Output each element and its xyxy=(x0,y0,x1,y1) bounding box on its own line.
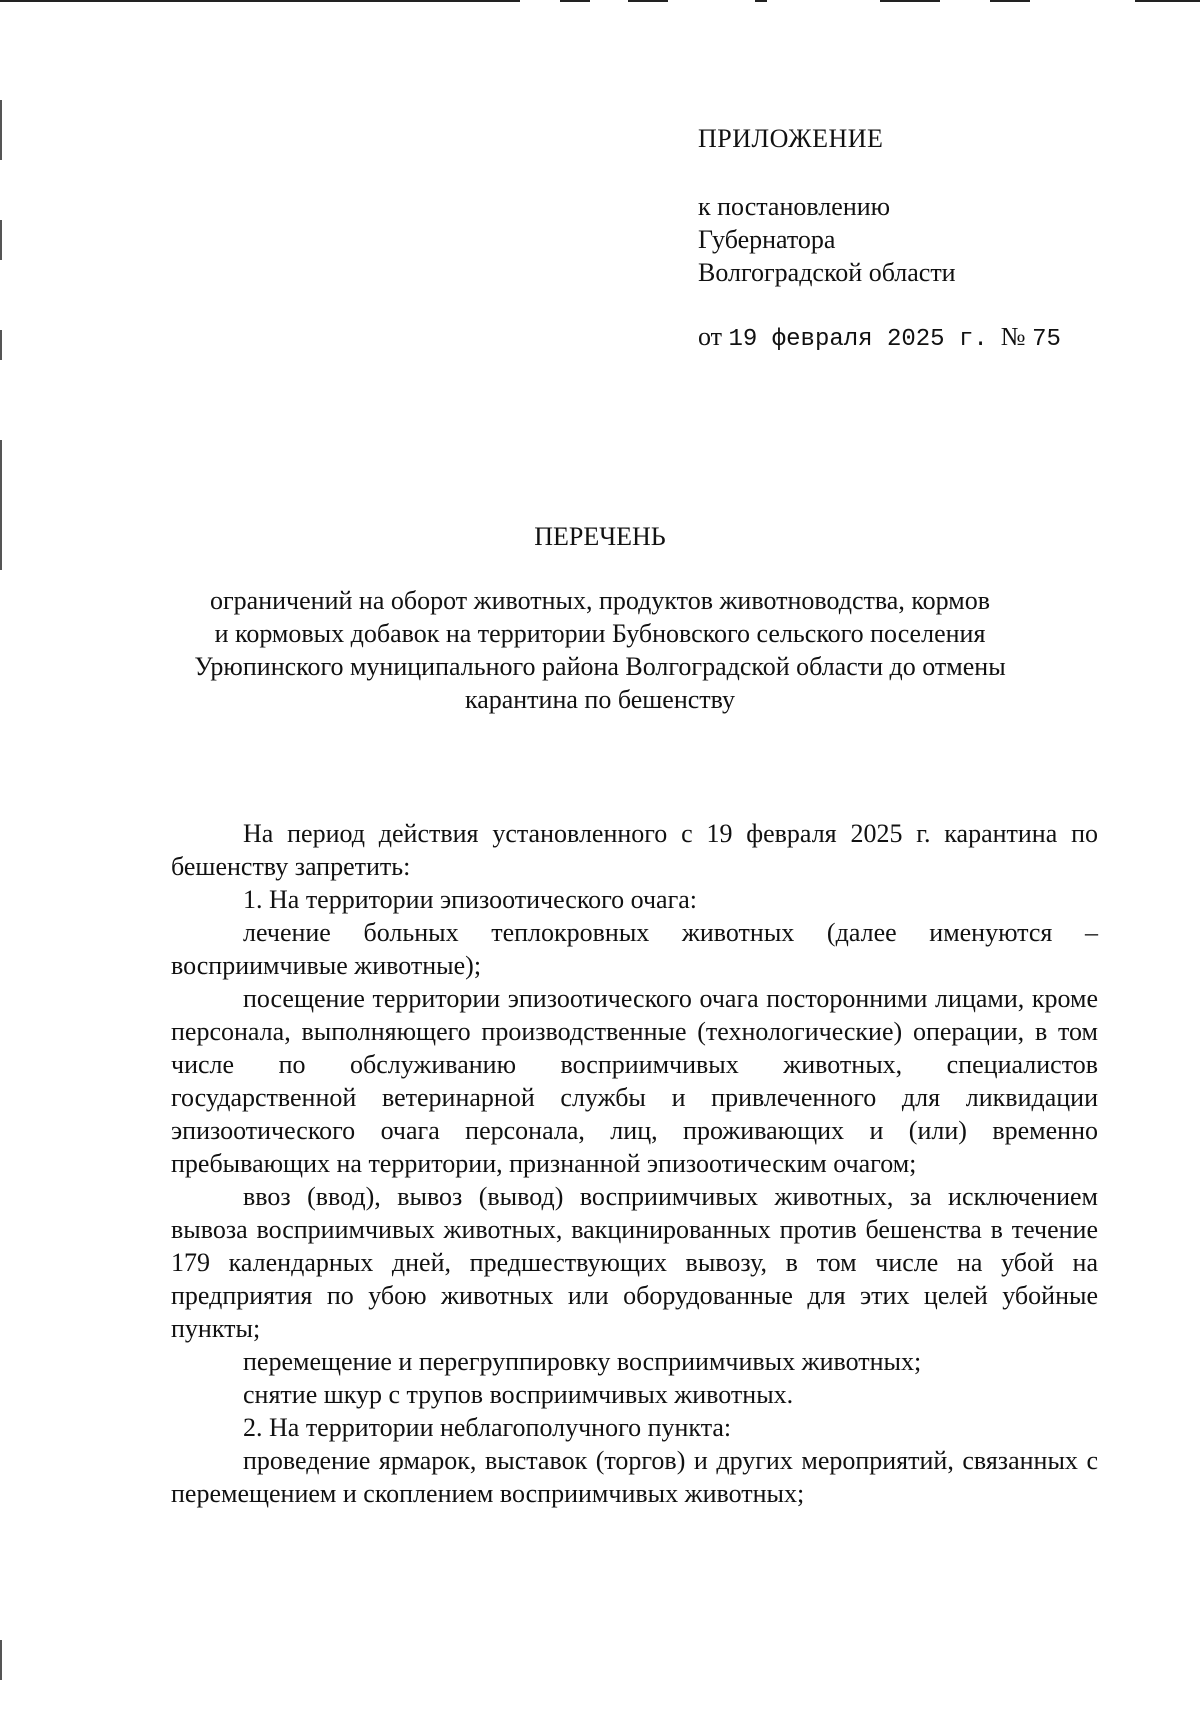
body-paragraph: посещение территории эпизоотического очага посторонними лицами, кроме персонала, выполняющего производственные (технологические) операции, в том числе по обслуживанию восприимчивых животных, специалистов государственной ветеринарной службы и привлеченного для ликвидации эпизоотического очага персонала, лиц, проживающих и (или) временно пребывающих на территории, признанной эпизоотическим очагом; xyxy=(171,984,1098,1178)
document-body xyxy=(171,817,1098,1510)
body-paragraph: 1. На территории эпизоотического очага: xyxy=(243,885,698,914)
heading-title: ПЕРЕЧЕНЬ xyxy=(534,522,666,551)
appendix-line: Губернатора xyxy=(698,225,836,254)
appendix-line: Волгоградской области xyxy=(698,258,956,287)
appendix-date xyxy=(698,320,1158,356)
appendix-lines xyxy=(698,190,1158,289)
subtitle-line: ограничений на оборот животных, продуктов животноводства, кормов xyxy=(210,586,990,615)
heading-subtitle xyxy=(150,584,1050,716)
appendix-block xyxy=(698,122,1158,356)
body-paragraph: перемещение и перегруппировку восприимчивых животных; xyxy=(243,1347,922,1376)
date-prefix: от xyxy=(698,322,723,351)
appendix-title: ПРИЛОЖЕНИЕ xyxy=(698,124,884,153)
subtitle-line: Урюпинского муниципального района Волгоградской области до отмены xyxy=(194,652,1006,681)
body-paragraph: 2. На территории неблагополучного пункта: xyxy=(243,1413,732,1442)
body-paragraph: ввоз (ввод), вывоз (вывод) восприимчивых животных, за исключением вывоза восприимчивых животных, вакцинированных против бешенства в течение 179 календарных дней, предшествующих вывозу, в том числе на убой на предприятия по убою животных или оборудованные для этих целей убойные пункты; xyxy=(171,1182,1098,1343)
date-value: 19 февраля 2025 г. xyxy=(728,326,988,353)
scan-edge-top xyxy=(0,0,1200,3)
number-value: 75 xyxy=(1032,326,1061,353)
scan-edge-left xyxy=(0,0,2,1711)
subtitle-line: карантина по бешенству xyxy=(464,685,736,714)
number-sign: № xyxy=(1000,322,1026,351)
document-heading xyxy=(150,520,1050,716)
body-paragraph: лечение больных теплокровных животных (далее именуются – восприимчивые животные); xyxy=(171,918,1098,980)
body-paragraph: снятие шкур с трупов восприимчивых животных. xyxy=(243,1380,794,1409)
appendix-line: к постановлению xyxy=(698,192,891,221)
body-paragraph: На период действия установленного с 19 февраля 2025 г. карантина по бешенству запретить: xyxy=(171,819,1098,881)
subtitle-line: и кормовых добавок на территории Бубновского сельского поселения xyxy=(214,619,986,648)
body-paragraph: проведение ярмарок, выставок (торгов) и других мероприятий, связанных с перемещением и скоплением восприимчивых животных; xyxy=(171,1446,1098,1508)
